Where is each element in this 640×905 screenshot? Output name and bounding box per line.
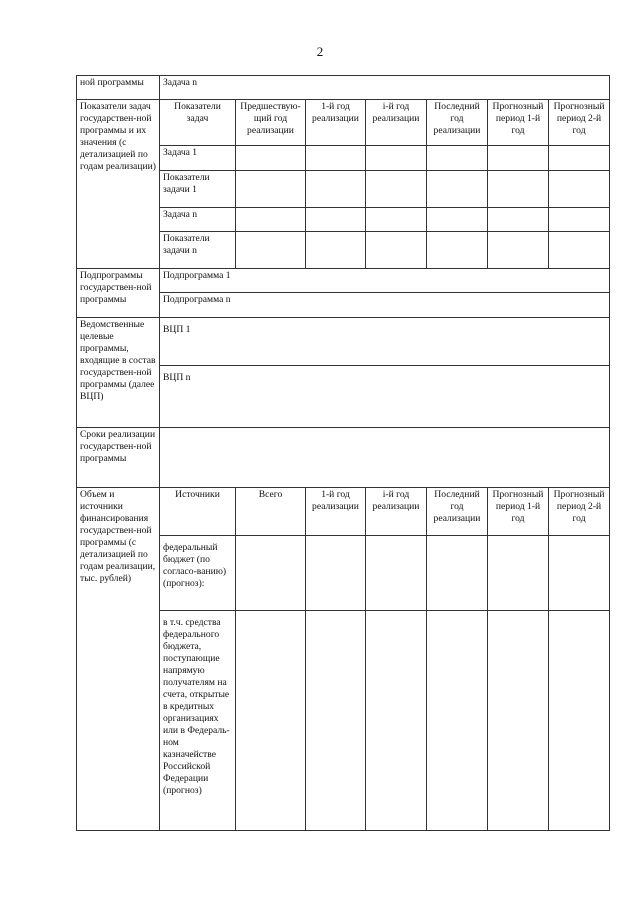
terms-row <box>77 428 610 488</box>
program-passport-table <box>76 75 610 831</box>
continuation-label: ной программы <box>77 76 160 100</box>
financing-source: в т.ч. средства федерального бюджета, поступающие напрямую получателям на счета, открытые в кредитных организациях или в Федераль-ном казначействе Российской Федерации (прогноз) <box>160 611 236 831</box>
indicators-header-5: Прогнозный период 1-й год <box>488 100 549 146</box>
indicators-label: Показатели задач государствен-ной программы и их значения (с детализацией по годам реализации) <box>77 100 160 269</box>
financing-source: федеральный бюджет (по согласо-ванию) (прогноз): <box>160 536 236 611</box>
continuation-row <box>77 76 610 100</box>
financing-header-row <box>77 488 610 536</box>
vcp-row <box>77 318 610 366</box>
financing-header-0: Источники <box>160 488 236 536</box>
financing-header-6: Прогнозный период 2-й год <box>549 488 610 536</box>
page-number: 2 <box>316 44 324 59</box>
indicators-header-1: Предшествую-щий год реализации <box>236 100 306 146</box>
indicators-item: Показатели задачи n <box>160 232 236 269</box>
subprogram-item: Подпрограмма n <box>160 293 610 318</box>
financing-label: Объем и источники финансирования государствен-ной программы (с детализацией по годам реализации, тыс. рублей) <box>77 488 160 831</box>
financing-header-1: Всего <box>236 488 306 536</box>
financing-header-2: 1-й год реализации <box>306 488 366 536</box>
indicators-header-6: Прогнозный период 2-й год <box>549 100 610 146</box>
financing-header-4: Последний год реализации <box>427 488 488 536</box>
indicators-header-3: i-й год реализации <box>366 100 427 146</box>
vcp-item: ВЦП n <box>160 366 610 428</box>
vcp-item: ВЦП 1 <box>160 318 610 366</box>
indicators-item: Задача 1 <box>160 146 236 171</box>
indicators-header-row <box>77 100 610 146</box>
continuation-value: Задача n <box>160 76 610 100</box>
indicators-header-4: Последний год реализации <box>427 100 488 146</box>
terms-label: Сроки реализации государствен-ной программы <box>77 428 160 488</box>
financing-header-5: Прогнозный период 1-й год <box>488 488 549 536</box>
subprograms-label: Подпрограммы государствен-ной программы <box>77 269 160 318</box>
subprogram-item: Подпрограмма 1 <box>160 269 610 293</box>
terms-value <box>160 428 610 488</box>
subprograms-row <box>77 269 610 293</box>
indicators-item: Показатели задачи 1 <box>160 171 236 208</box>
indicators-item: Задача n <box>160 208 236 232</box>
vcp-label: Ведомственные целевые программы, входящие в состав государствен-ной программы (далее ВЦП) <box>77 318 160 428</box>
indicators-header-2: 1-й год реализации <box>306 100 366 146</box>
financing-header-3: i-й год реализации <box>366 488 427 536</box>
indicators-header-0: Показатели задач <box>160 100 236 146</box>
